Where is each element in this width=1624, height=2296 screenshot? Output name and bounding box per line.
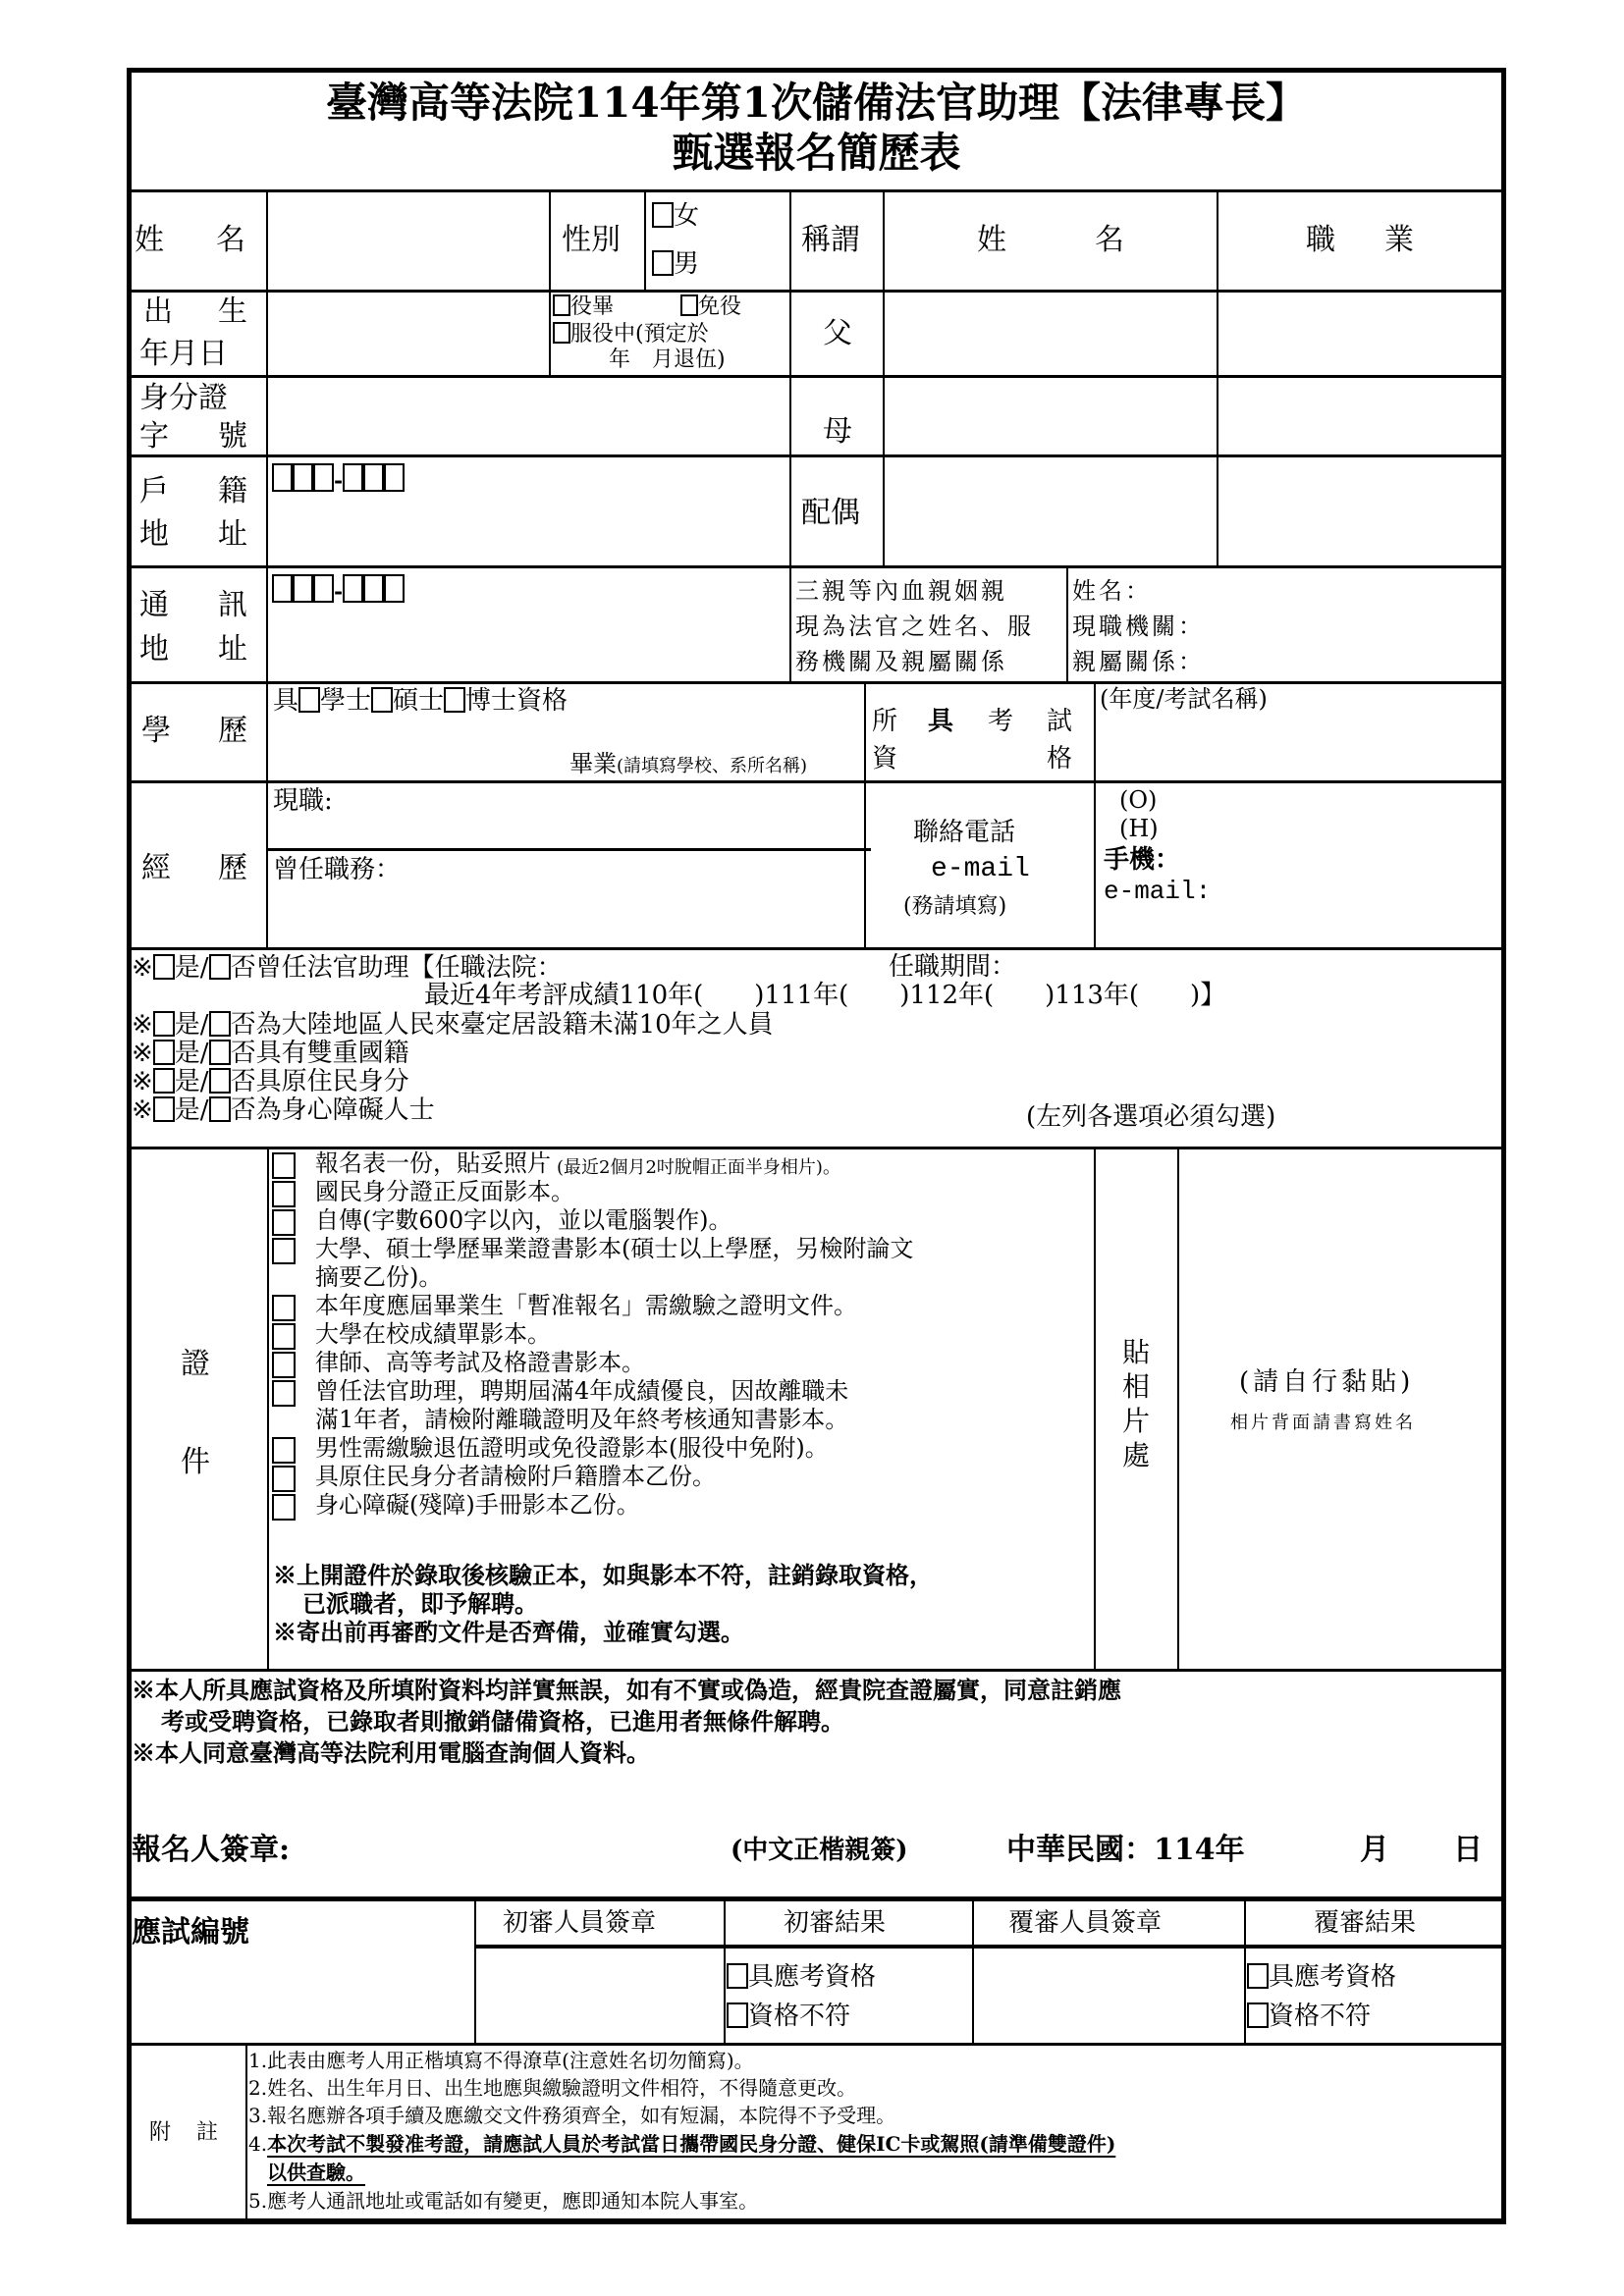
current-job-field[interactable]: 現職: [273, 786, 333, 816]
note-3: 3.報名應辦各項手續及應繳交文件務須齊全，如有短漏，本院得不予受理。 [248, 2104, 896, 2127]
document-item-text: 具原住民身分者請檢附戶籍謄本乙份。 [315, 1463, 716, 1490]
military-serving-end: 年 月退伍) [609, 347, 726, 372]
yes-checkbox[interactable] [153, 1096, 175, 1122]
mail-label-a: 通 [139, 588, 169, 622]
military-exempt-option[interactable] [680, 294, 741, 318]
document-item-text: 律師、高等考試及格證書影本。 [315, 1349, 645, 1376]
exam-hint: (年度/考試名稱) [1100, 685, 1268, 713]
exam-number-label: 應試編號 [132, 1915, 249, 1949]
checkbox[interactable] [727, 1963, 748, 1989]
postal-digit-box[interactable] [384, 574, 405, 603]
degree-options [273, 687, 568, 714]
yes-checkbox[interactable] [153, 1068, 175, 1094]
no-checkbox[interactable] [209, 954, 231, 980]
rule [1094, 1148, 1096, 1669]
contact-label-phone: 聯絡電話 [913, 818, 1016, 847]
military-done-label: 役畢 [570, 294, 615, 319]
rule [245, 2045, 247, 2219]
documents-note2: ※寄出前再審酌文件是否齊備，並確實勾選。 [273, 1618, 744, 1646]
photo-label-char: 貼 [1122, 1336, 1151, 1368]
office-phone-field[interactable]: (O) [1119, 786, 1158, 814]
question-text: 否為大陸地區人民來臺定居設籍未滿10年之人員 [230, 1010, 774, 1040]
question-text: 否曾任法官助理【任職法院： [230, 953, 563, 983]
second-qualified-option[interactable] [1247, 1963, 1396, 1990]
outer-border-bottom [127, 2218, 1506, 2224]
declaration-line1: ※本人所具應試資格及所填附資料均詳實無誤，如有不實或偽造，經貴院查證屬實，同意註銷應 [132, 1676, 1121, 1704]
reference-mark: ※ [132, 1039, 153, 1068]
past-jobs-field[interactable]: 曾任職務： [273, 855, 402, 884]
rule [129, 780, 1503, 783]
mother-name-input[interactable] [885, 379, 1217, 454]
birth-label-b: 生 [218, 294, 247, 329]
document-item-text: 大學、碩士學歷畢業證書影本(碩士以上學歷，另檢附論文 [315, 1235, 914, 1262]
no-checkbox[interactable] [209, 1011, 231, 1037]
exam-label-e: 資 [872, 744, 898, 774]
contact-label-email: e-mail [931, 854, 1030, 884]
gender-female-option[interactable] [652, 202, 699, 229]
postal-digit-box[interactable] [384, 463, 405, 492]
school-input[interactable] [269, 717, 862, 751]
rule [129, 189, 1503, 192]
postal-dash: - [334, 468, 344, 494]
signature-label: 報名人簽章: [132, 1833, 291, 1867]
postal-digit-box[interactable] [293, 463, 313, 492]
rule [789, 567, 791, 681]
reference-mark: ※ [132, 953, 153, 983]
mail-label-d: 址 [218, 632, 247, 667]
experience-label-b: 歷 [218, 851, 247, 885]
relation-header: 稱謂 [801, 223, 860, 257]
date-month: 月 [1360, 1833, 1389, 1867]
checkbox[interactable] [652, 250, 674, 276]
document-item-text: 自傳(字數600字以內，並以電腦製作)。 [315, 1206, 732, 1234]
household-label-d: 址 [218, 517, 247, 552]
mail-label-c: 地 [139, 632, 169, 667]
question-dual-nationality [132, 1040, 409, 1066]
question-disability [132, 1096, 435, 1123]
second-reviewer-header: 覆審人員簽章 [1008, 1908, 1163, 1938]
rule [789, 191, 791, 567]
yes-label: 是/ [174, 1010, 209, 1040]
household-label-a: 戶 [139, 474, 169, 508]
exam-label-b: 具 [928, 707, 954, 736]
question-mainland [132, 1011, 774, 1038]
military-exempt-label: 免役 [698, 294, 742, 319]
spouse-job-input[interactable] [1218, 457, 1501, 565]
date-prefix: 中華民國：114年 [1006, 1833, 1245, 1867]
rule [644, 191, 646, 292]
form-title: 臺灣高等法院114年第1次儲備法官助理【法律專長】 [326, 79, 1307, 127]
signature-field[interactable] [324, 1826, 717, 1875]
photo-hint: (請自行黏貼) [1239, 1367, 1415, 1397]
first-not-qualified-option[interactable] [727, 2002, 850, 2029]
relatives-label-line1: 三親等內血親姻親 [795, 577, 1007, 605]
documents-label-a: 證 [181, 1347, 210, 1381]
education-label-a: 學 [141, 714, 171, 748]
birthdate-input[interactable] [269, 293, 548, 375]
id-label-c: 號 [218, 419, 247, 454]
gender-label: 性別 [562, 223, 621, 257]
exam-label-d: 試 [1047, 707, 1073, 736]
rule [129, 681, 1503, 684]
rule [549, 191, 551, 378]
note-4-prefix: 4. [248, 2132, 268, 2156]
mail-label-b: 訊 [218, 588, 247, 622]
second-reviewer-signature[interactable] [974, 1949, 1243, 2043]
master-checkbox[interactable] [371, 687, 393, 713]
declaration-line3: ※本人同意臺灣高等法院利用電腦查詢個人資料。 [132, 1738, 650, 1767]
rule [266, 191, 268, 947]
document-item-text-continued: 摘要乙份)。 [315, 1263, 443, 1291]
documents-note1-line2: 已派職者，即予解聘。 [302, 1589, 538, 1618]
document-item-text: 曾任法官助理，聘期屆滿4年成績優良，因故離職未 [315, 1377, 849, 1405]
first-reviewer-signature[interactable] [476, 1949, 723, 2043]
father-job-input[interactable] [1218, 293, 1501, 375]
document-checkbox[interactable] [272, 1209, 296, 1236]
rule [129, 947, 1503, 950]
relatives-agency-field[interactable]: 現職機關： [1072, 613, 1205, 640]
mail-address-input[interactable] [269, 609, 787, 679]
relatives-name-field[interactable]: 姓名： [1072, 577, 1152, 605]
family-name-header-b: 名 [1095, 223, 1124, 257]
family-job-header-b: 業 [1384, 223, 1414, 257]
checkbox[interactable] [553, 322, 570, 344]
note-4-continued: 以供查驗。 [267, 2161, 365, 2184]
rule [129, 565, 1503, 568]
exam-label-f: 格 [1047, 744, 1073, 774]
photo-label-char: 相 [1122, 1370, 1151, 1403]
relatives-relation-field[interactable]: 親屬關係： [1072, 648, 1205, 675]
qualified-label: 具應考資格 [748, 1962, 877, 1992]
rule [267, 1148, 269, 1669]
military-serving-label: 服役中(預定於 [570, 322, 709, 347]
question-former-assistant [132, 954, 563, 981]
military-done-option[interactable] [553, 294, 614, 318]
postal-digit-box[interactable] [313, 574, 334, 603]
document-checkbox[interactable] [272, 1295, 296, 1321]
degree-prefix: 具 [273, 686, 299, 716]
checkbox[interactable] [1247, 2002, 1269, 2028]
exam-label-a: 所 [872, 707, 898, 736]
relatives-label-line2: 現為法官之姓名、服 [795, 613, 1034, 640]
document-item-text: 國民身分證正反面影本。 [315, 1178, 574, 1205]
postal-digit-box[interactable] [293, 574, 313, 603]
doctor-checkbox[interactable] [444, 687, 465, 713]
family-name-header-a: 姓 [977, 223, 1006, 257]
note-4 [248, 2134, 1115, 2154]
not-qualified-label: 資格不符 [748, 2002, 851, 2031]
documents-note1-line1: ※上開證件於錄取後核驗正本，如與影本不符，註銷錄取資格， [273, 1561, 933, 1589]
checkbox[interactable] [1247, 1963, 1269, 1989]
form-subtitle: 甄選報名簡歷表 [672, 129, 961, 177]
gender-male-label: 男 [674, 249, 700, 279]
education-label-b: 歷 [218, 714, 247, 748]
name-label-a: 姓 [135, 223, 164, 257]
exam-label-c: 考 [988, 707, 1014, 736]
mother-label: 母 [823, 414, 852, 449]
qualified-label: 具應考資格 [1269, 1962, 1397, 1992]
first-reviewer-header: 初審人員簽章 [503, 1908, 657, 1938]
date-day: 日 [1453, 1833, 1483, 1867]
notes-label-b: 註 [196, 2120, 219, 2145]
name-label-b: 名 [216, 223, 245, 257]
rule [267, 848, 871, 851]
yes-label: 是/ [174, 1067, 209, 1096]
postal-digit-box[interactable] [272, 463, 293, 492]
reference-mark: ※ [132, 1095, 153, 1125]
document-item-text: 報名表一份，貼妥照片 [315, 1149, 551, 1177]
document-checkbox[interactable] [272, 1323, 296, 1350]
postal-digit-box[interactable] [343, 574, 363, 603]
id-label-a: 身分證 [139, 381, 228, 415]
checkbox[interactable] [727, 2002, 748, 2028]
relatives-label-line3: 務機關及親屬關係 [795, 648, 1007, 675]
home-phone-field[interactable]: (H) [1119, 815, 1159, 842]
family-job-header-a: 職 [1306, 223, 1335, 257]
spouse-label: 配偶 [801, 496, 860, 530]
mail-postal-code[interactable] [272, 574, 405, 603]
household-label-b: 籍 [218, 474, 247, 508]
question-indigenous [132, 1068, 409, 1095]
note-2: 2.姓名、出生年月日、出生地應與繳驗證明文件相符，不得隨意更改。 [248, 2076, 857, 2100]
postal-digit-box[interactable] [363, 574, 384, 603]
yes-checkbox[interactable] [153, 1011, 175, 1037]
document-checkbox[interactable] [272, 1238, 296, 1264]
yes-label: 是/ [174, 1095, 209, 1125]
note-5: 5.應考人通訊地址或電話如有變更，應即通知本院人事室。 [248, 2189, 759, 2213]
no-checkbox[interactable] [209, 1040, 231, 1065]
rule [129, 2043, 1503, 2046]
question-text: 否具原住民身分 [230, 1067, 409, 1096]
second-result-header: 覆審結果 [1314, 1908, 1417, 1938]
rule [474, 1945, 1503, 1949]
rule [129, 1896, 1503, 1901]
birth-label-c: 年月日 [139, 337, 228, 371]
photo-area-label [1122, 1335, 1150, 1472]
bachelor-label: 學士 [320, 686, 372, 716]
yes-checkbox[interactable] [153, 954, 175, 980]
question-text: 否具有雙重國籍 [230, 1039, 409, 1068]
checkbox[interactable] [652, 202, 674, 228]
postal-digit-box[interactable] [272, 574, 293, 603]
document-item-text: 大學在校成績單影本。 [315, 1320, 551, 1348]
exam-qualification-input[interactable] [1097, 717, 1499, 778]
first-result-header: 初審結果 [784, 1908, 887, 1938]
document-item-text-continued: 滿1年者，請檢附離職證明及年終考核通知書影本。 [315, 1406, 849, 1433]
photo-drop-area[interactable] [1179, 1150, 1501, 1669]
yes-label: 是/ [174, 953, 209, 983]
postal-dash: - [334, 579, 344, 605]
photo-note: 相片背面請書寫姓名 [1230, 1413, 1416, 1433]
document-checkbox[interactable] [272, 1380, 296, 1407]
experience-label-a: 經 [141, 851, 171, 885]
declaration-line2: 考或受聘資格，已錄取者則撤銷儲備資格，已進用者無條件解聘。 [161, 1707, 844, 1735]
id-number-input[interactable] [269, 379, 787, 454]
bachelor-checkbox[interactable] [298, 687, 320, 713]
mobile-field[interactable]: 手機： [1104, 845, 1181, 875]
document-checkbox[interactable] [272, 1494, 296, 1521]
gender-female-label: 女 [674, 201, 700, 231]
document-checkbox[interactable] [272, 1181, 296, 1207]
graduate-note: (請填寫學校、系所名稱) [617, 756, 808, 776]
postal-digit-box[interactable] [363, 463, 384, 492]
rule [129, 375, 1503, 378]
question-text: 否為身心障礙人士 [230, 1095, 435, 1125]
document-checkbox[interactable] [272, 1437, 296, 1464]
checkbox[interactable] [680, 294, 698, 316]
no-checkbox[interactable] [209, 1096, 231, 1122]
no-checkbox[interactable] [209, 1068, 231, 1094]
signature-hint: (中文正楷親簽) [731, 1836, 908, 1865]
document-item-note: (最近2個月2吋脫帽正面半身相片)。 [557, 1157, 840, 1178]
document-checkbox[interactable] [272, 1466, 296, 1492]
master-label: 碩士 [393, 686, 445, 716]
household-postal-code[interactable] [272, 463, 405, 492]
birth-label-a: 出 [143, 294, 173, 329]
rule [1244, 1899, 1246, 2044]
rule [1094, 683, 1096, 948]
document-item-text: 本年度應屆畢業生「暫准報名」需繳驗之證明文件。 [315, 1292, 857, 1319]
checkbox[interactable] [553, 294, 570, 316]
rule [129, 1669, 1503, 1672]
note-1: 1.此表由應考人用正楷填寫不得潦草(注意姓名切勿簡寫)。 [248, 2049, 754, 2072]
postal-digit-box[interactable] [313, 463, 334, 492]
id-label-b: 字 [139, 419, 169, 454]
household-label-c: 地 [139, 517, 169, 552]
household-address-input[interactable] [269, 499, 787, 565]
reference-mark: ※ [132, 1010, 153, 1040]
postal-digit-box[interactable] [343, 463, 363, 492]
mother-job-input[interactable] [1218, 379, 1501, 454]
question-former-assistant-period[interactable]: 任職期間： [889, 952, 1017, 982]
father-name-input[interactable] [885, 293, 1217, 375]
required-note: (左列各選項必須勾選) [1026, 1102, 1276, 1132]
document-checkbox[interactable] [272, 1152, 296, 1179]
photo-label-char: 片 [1122, 1405, 1151, 1437]
yes-label: 是/ [174, 1039, 209, 1068]
rule [724, 1899, 726, 2044]
rule [864, 683, 866, 948]
photo-label-char: 處 [1122, 1439, 1151, 1471]
reference-mark: ※ [132, 1067, 153, 1096]
graduate-label: 畢業 [569, 750, 617, 777]
not-qualified-label: 資格不符 [1269, 2002, 1372, 2031]
notes-label-a: 附 [149, 2120, 172, 2145]
first-qualified-option[interactable] [727, 1963, 876, 1990]
document-item-text: 身心障礙(殘障)手冊影本乙份。 [315, 1491, 640, 1519]
second-not-qualified-option[interactable] [1247, 2002, 1371, 2029]
yes-checkbox[interactable] [153, 1040, 175, 1065]
doctor-label: 博士資格 [465, 686, 568, 716]
note-4-emphasis: 本次考試不製發准考證，請應試人員於考試當日攜帶國民身分證、健保IC卡或駕照(請準備雙證件) [267, 2132, 1116, 2156]
graduate-line [569, 752, 807, 775]
question-former-assistant-scores: 最近4年考評成績110年( )111年( )112年( )113年( )】 [424, 981, 1226, 1010]
document-checkbox[interactable] [272, 1352, 296, 1378]
father-label: 父 [823, 316, 852, 350]
documents-label-b: 件 [181, 1445, 210, 1479]
military-serving-option[interactable] [553, 322, 709, 346]
outer-border-top [127, 68, 1506, 73]
contact-label-required: (務請填寫) [903, 894, 1007, 919]
document-item-text: 男性需繳驗退伍證明或免役證影本(服役中免附)。 [315, 1434, 829, 1462]
spouse-name-input[interactable] [885, 457, 1217, 565]
email-field[interactable]: e-mail: [1104, 877, 1212, 906]
gender-male-option[interactable] [652, 250, 699, 277]
name-input[interactable] [269, 194, 548, 289]
rule [1066, 567, 1068, 681]
